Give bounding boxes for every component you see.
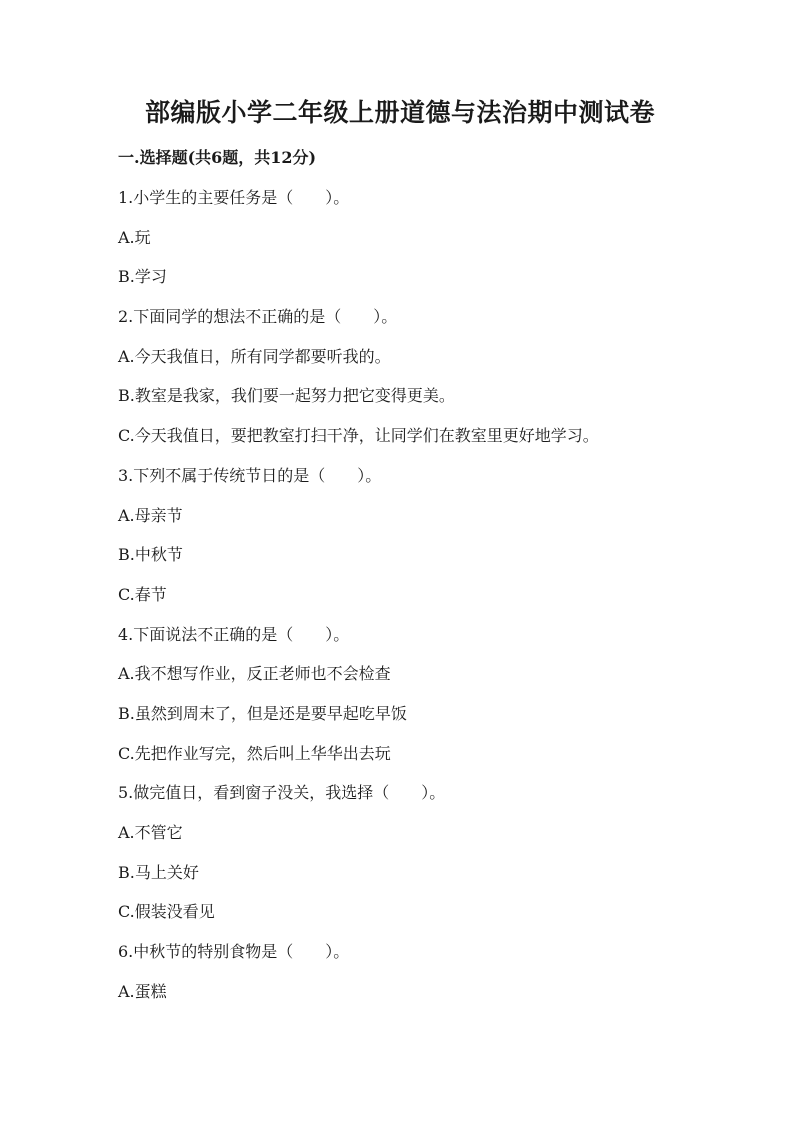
question-stem: 4.下面说法不正确的是（ ）。 (118, 624, 350, 644)
answer-option: C.今天我值日，要把教室打扫干净，让同学们在教室里更好地学习。 (118, 426, 599, 446)
question-stem: 5.做完值日，看到窗子没关，我选择（ ）。 (118, 783, 446, 803)
section-heading: 一.选择题(共6题，共12分) (118, 148, 317, 167)
answer-option: C.春节 (118, 584, 167, 604)
answer-option: A.母亲节 (118, 505, 183, 525)
question-list (118, 187, 738, 1020)
answer-option: B.教室是我家，我们要一起努力把它变得更美。 (118, 386, 455, 406)
answer-option: A.不管它 (118, 823, 183, 842)
answer-option: A.我不想写作业，反正老师也不会检查 (118, 664, 391, 684)
question-stem: 1.小学生的主要任务是（ ）。 (118, 188, 350, 207)
answer-option: A.今天我值日，所有同学都要听我的。 (118, 346, 391, 366)
question-stem: 6.中秋节的特别食物是（ ）。 (118, 942, 350, 962)
answer-option: A.玩 (118, 227, 151, 247)
answer-option: B.马上关好 (118, 862, 199, 882)
question-stem: 2.下面同学的想法不正确的是（ ）。 (118, 307, 398, 327)
answer-option: B.学习 (118, 267, 167, 287)
answer-option: C.假装没看见 (118, 902, 215, 922)
page-title: 部编版小学二年级上册道德与法治期中测试卷 (144, 98, 655, 127)
question-stem: 3.下列不属于传统节日的是（ ）。 (118, 465, 382, 485)
answer-option: B.虽然到周末了，但是还是要早起吃早饭 (118, 703, 407, 723)
answer-option: A.蛋糕 (118, 981, 167, 1001)
answer-option: C.先把作业写完，然后叫上华华出去玩 (118, 743, 391, 763)
answer-option: B.中秋节 (118, 545, 183, 565)
